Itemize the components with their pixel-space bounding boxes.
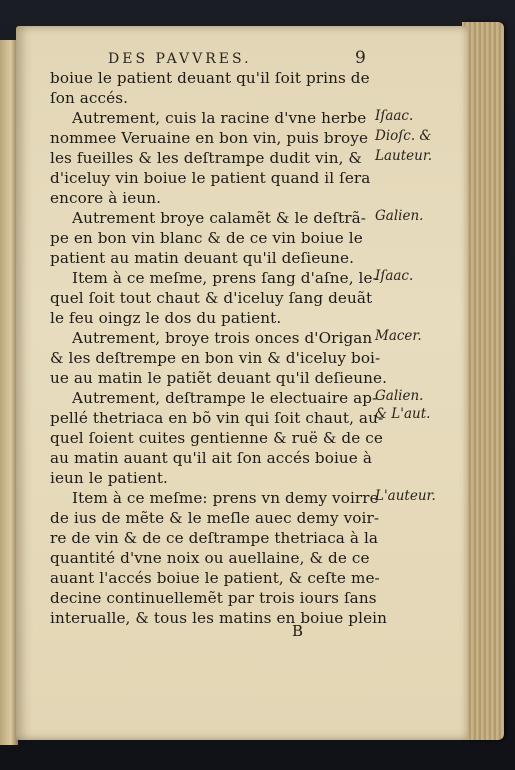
margin-note: Iſaac. — [375, 268, 414, 284]
text-line: boiue le patient deuant qu'il ſoit prins de — [50, 69, 370, 87]
text-line: Autrement, broye trois onces d'Origan — [72, 329, 373, 347]
text-line: Item à ce meſme, prens ſang d'aſne, le- — [72, 269, 378, 287]
text-line: decine continuellemẽt par trois iours ſans — [50, 589, 377, 607]
text-line: les fueilles & les deſtrampe dudit vin, & — [50, 149, 363, 167]
margin-note: L'auteur. — [375, 488, 436, 504]
text-line: encore à ieun. — [50, 189, 162, 207]
margin-note: & L'aut. — [375, 406, 431, 422]
text-line: patient au matin deuant qu'il deſieune. — [50, 249, 355, 267]
text-line: Autrement, deſtrampe le electuaire ap- — [72, 389, 378, 407]
text-line: quel ſoient cuites gentienne & ruë & de ce — [50, 429, 383, 447]
text-line: auant l'accés boiue le patient, & ceſte me- — [50, 569, 380, 587]
text-line: pellé thetriaca en bõ vin qui ſoit chaut, au- — [50, 409, 384, 427]
text-line: Item à ce meſme: prens vn demy voirre — [72, 489, 379, 507]
text-line: pe en bon vin blanc & de ce vin boiue le — [50, 229, 363, 247]
text-line: ſon accés. — [50, 89, 129, 107]
margin-note: Lauteur. — [375, 148, 433, 164]
text-line: & les deſtrempe en bon vin & d'iceluy boi- — [50, 349, 381, 367]
text-line: quantité d'vne noix ou auellaine, & de ce — [50, 549, 370, 567]
margin-note: Dioſc. & — [375, 128, 432, 144]
text-line: nommee Veruaine en bon vin, puis broye — [50, 129, 369, 147]
running-head-title: DES PAVVRES. — [108, 51, 252, 67]
text-line: ue au matin le patiẽt deuant qu'il deſieune. — [50, 369, 388, 387]
text-line: d'iceluy vin boiue le patient quand il ſera — [50, 169, 371, 187]
margin-note: Macer. — [375, 328, 422, 344]
text-line: le feu oingz le dos du patient. — [50, 309, 282, 327]
text-line: ieun le patient. — [50, 469, 168, 487]
page-number: 9 — [355, 48, 366, 68]
text-line: interualle, & tous les matins en boiue plein — [50, 609, 387, 627]
text-line: de ius de mẽte & le meſle auec demy voir- — [50, 509, 380, 527]
signature-mark: B — [292, 622, 304, 640]
text-line: au matin auant qu'il ait ſon accés boiue à — [50, 449, 372, 467]
page-stack-edge — [462, 22, 504, 740]
margin-note: Galien. — [375, 388, 424, 404]
margin-note: Galien. — [375, 208, 424, 224]
text-line: Autrement broye calamẽt & le deſtrã- — [72, 209, 367, 227]
text-line: Autrement, cuis la racine d'vne herbe — [72, 109, 367, 127]
text-line: quel ſoit tout chaut & d'iceluy ſang deuãt — [50, 289, 373, 307]
margin-note: Iſaac. — [375, 108, 414, 124]
text-line: re de vin & de ce deſtrampe thetriaca à la — [50, 529, 379, 547]
